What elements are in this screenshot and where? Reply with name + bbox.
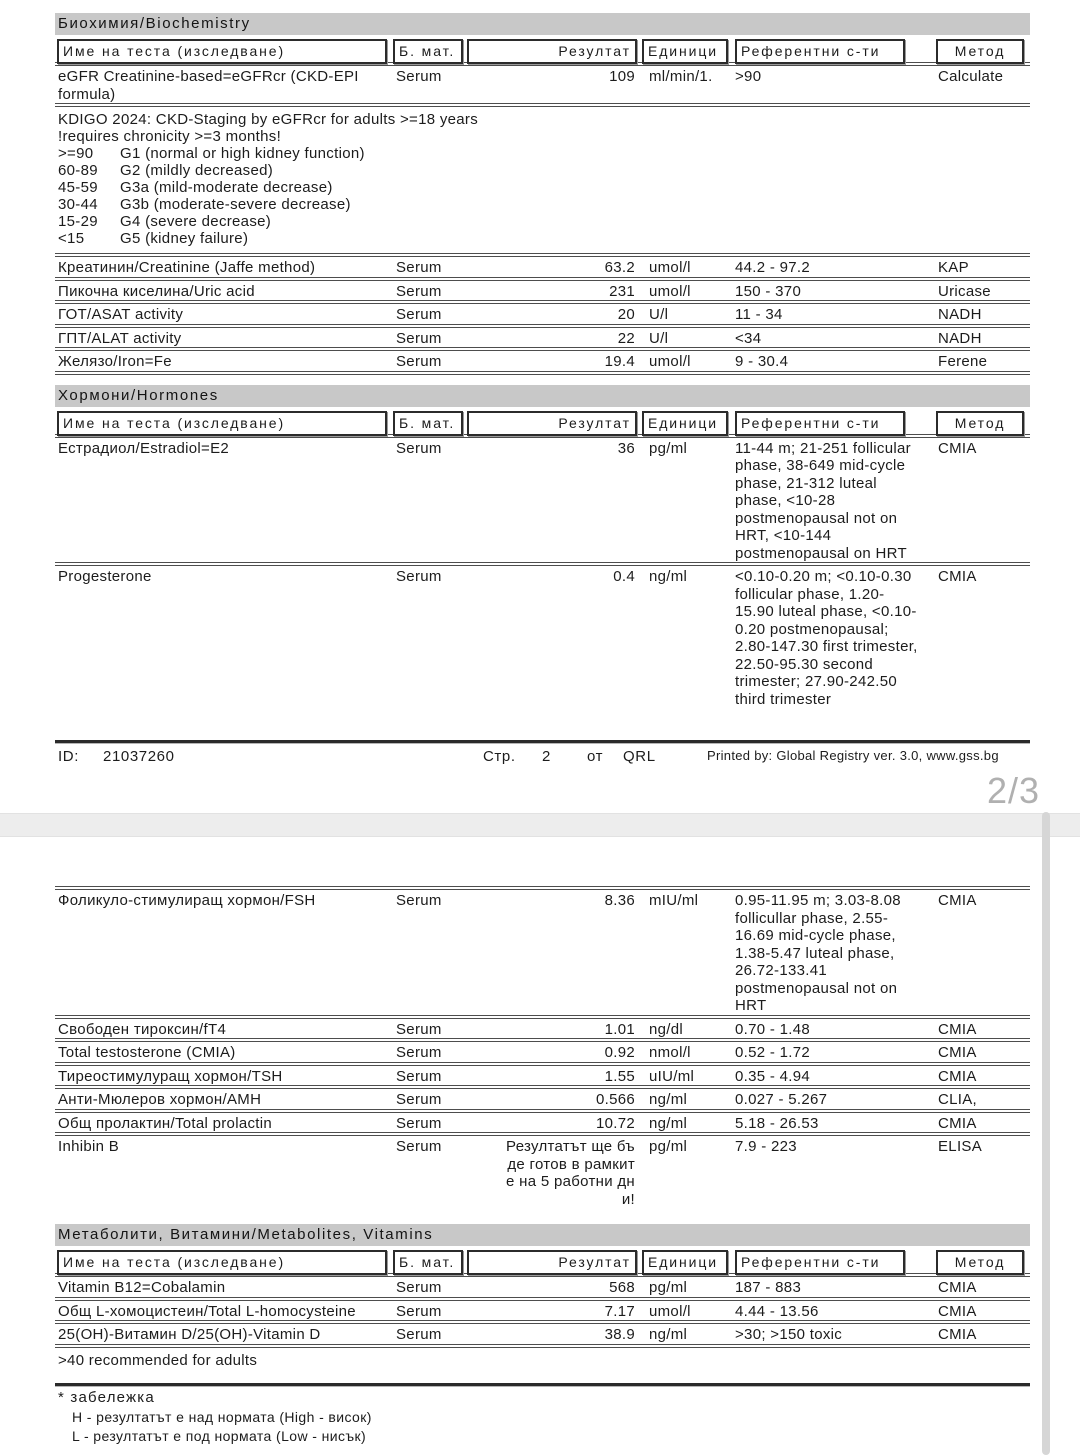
column-header-test-name: Име на теста (изследване) bbox=[57, 411, 387, 436]
reference-range: 0.35 - 4.94 bbox=[735, 1067, 811, 1085]
result: 63.2 bbox=[604, 259, 635, 276]
test-name: Естрадиол/Estradiol=E2 bbox=[58, 439, 230, 457]
column-header-result: Резултат bbox=[467, 39, 637, 64]
row-amh bbox=[55, 1089, 1030, 1113]
units: umol/l bbox=[649, 1302, 691, 1320]
units: pg/ml bbox=[649, 1279, 688, 1296]
section-header-hormones: Хормони/Hormones bbox=[55, 385, 1030, 407]
hormones-table-continued bbox=[55, 886, 1030, 1208]
material: Serum bbox=[396, 892, 442, 909]
material: Serum bbox=[396, 1020, 442, 1038]
units: umol/l bbox=[649, 282, 691, 300]
kdigo-staging-note bbox=[55, 107, 1030, 257]
method: Ferene bbox=[938, 353, 988, 370]
row-ft4 bbox=[55, 1019, 1030, 1043]
test-name: Total testosterone (CMIA) bbox=[58, 1044, 236, 1061]
reference-range: 150 - 370 bbox=[735, 282, 802, 300]
column-header-reference: Референтни с-ти bbox=[735, 411, 905, 436]
row-iron bbox=[55, 351, 1030, 375]
material: Serum bbox=[396, 568, 442, 585]
material: Serum bbox=[396, 259, 442, 276]
test-name: ГПТ/ALAT activity bbox=[58, 329, 182, 347]
result: 8.36 bbox=[604, 892, 635, 909]
kdigo-stage: <15 G5 (kidney failure) bbox=[58, 230, 249, 247]
row-tsh bbox=[55, 1066, 1030, 1090]
material: Serum bbox=[396, 306, 442, 323]
row-alat bbox=[55, 328, 1030, 352]
result: 22 bbox=[617, 329, 635, 347]
units: ng/ml bbox=[649, 568, 688, 585]
result: 0.92 bbox=[604, 1044, 635, 1061]
units: U/l bbox=[649, 306, 669, 323]
reference-range: >90 bbox=[735, 68, 762, 85]
method: Uricase bbox=[938, 282, 991, 300]
units: umol/l bbox=[649, 259, 691, 276]
method: ELISA bbox=[938, 1138, 983, 1155]
footnote-high: H - резултатът е над нормата (High - висок) bbox=[72, 1409, 372, 1425]
material: Serum bbox=[396, 68, 442, 85]
page-separator bbox=[0, 813, 1080, 837]
scrollbar-thumb[interactable] bbox=[1042, 812, 1050, 1455]
result: 1.01 bbox=[604, 1020, 635, 1038]
test-name: Креатинин/Creatinine (Jaffe method) bbox=[58, 259, 316, 276]
units: pg/ml bbox=[649, 439, 688, 457]
footer-divider-line bbox=[55, 740, 1030, 743]
material: Serum bbox=[396, 1138, 442, 1155]
material: Serum bbox=[396, 1091, 442, 1108]
reference-range: 187 - 883 bbox=[735, 1279, 802, 1296]
method: CMIA bbox=[938, 1279, 977, 1296]
column-header-reference: Референтни с-ти bbox=[735, 39, 905, 64]
biochemistry-table bbox=[55, 62, 1030, 375]
method: CMIA bbox=[938, 439, 977, 457]
column-header-row-hormones bbox=[55, 409, 1030, 434]
pending-result-message: Резултатът ще бъде готов в рамките на 5 работни дни! bbox=[506, 1138, 635, 1208]
material: Serum bbox=[396, 282, 442, 300]
column-header-test-name: Име на теста (изследване) bbox=[57, 39, 387, 64]
method: NADH bbox=[938, 306, 982, 323]
column-header-test-name: Име на теста (изследване) bbox=[57, 1250, 387, 1275]
reference-range: 11 - 34 bbox=[735, 306, 783, 323]
report-page-3 bbox=[55, 886, 1030, 1371]
method: CMIA bbox=[938, 1302, 977, 1320]
kdigo-stage: 60-89 G2 (mildly decreased) bbox=[58, 162, 274, 179]
result: 231 bbox=[609, 282, 635, 300]
row-egfr bbox=[55, 66, 1030, 107]
material: Serum bbox=[396, 439, 442, 457]
row-estradiol bbox=[55, 438, 1030, 567]
row-vitamin-b12 bbox=[55, 1277, 1030, 1301]
row-prolactin bbox=[55, 1113, 1030, 1137]
reference-range: 0.52 - 1.72 bbox=[735, 1044, 811, 1061]
section-header-biochemistry: Биохимия/Biochemistry bbox=[55, 13, 1030, 35]
kdigo-stage: 45-59 G3a (mild-moderate decrease) bbox=[58, 179, 333, 196]
material: Serum bbox=[396, 329, 442, 347]
reference-range: 5.18 - 26.53 bbox=[735, 1114, 819, 1132]
test-name: eGFR Creatinine-based=eGFRcr (CKD-EPI formula) bbox=[58, 68, 359, 103]
report-page-2 bbox=[55, 13, 1030, 708]
row-asat bbox=[55, 304, 1030, 328]
test-name: Желязо/Iron=Fe bbox=[58, 353, 172, 370]
material: Serum bbox=[396, 1067, 442, 1085]
method: KAP bbox=[938, 259, 969, 276]
test-name: Свободен тироксин/fT4 bbox=[58, 1020, 227, 1038]
row-testosterone bbox=[55, 1042, 1030, 1066]
section-header-metabolites: Метаболити, Витамини/Metabolites, Vitamins bbox=[55, 1224, 1030, 1246]
test-name: Progesterone bbox=[58, 568, 152, 585]
row-vitamin-d bbox=[55, 1324, 1030, 1348]
units: ng/ml bbox=[649, 1326, 688, 1343]
reference-range: 4.44 - 13.56 bbox=[735, 1302, 819, 1320]
column-header-units: Единици bbox=[642, 39, 728, 64]
viewer-page-indicator: 2/3 bbox=[986, 770, 1040, 811]
printed-by-text: Printed by: Global Registry ver. 3.0, www.gss.bg bbox=[707, 748, 999, 763]
units: ng/dl bbox=[649, 1020, 684, 1038]
of-label: от bbox=[587, 748, 604, 765]
column-header-row-metabolites bbox=[55, 1248, 1030, 1273]
metabolites-table bbox=[55, 1273, 1030, 1371]
column-header-material: Б. мат. bbox=[393, 39, 463, 64]
test-name: ГОТ/ASAT activity bbox=[58, 306, 184, 323]
units: nmol/l bbox=[649, 1044, 691, 1061]
material: Serum bbox=[396, 1044, 442, 1061]
row-inhibin-b bbox=[55, 1136, 1030, 1208]
row-creatinine bbox=[55, 257, 1030, 281]
reference-range: >30; >150 toxic bbox=[735, 1326, 843, 1343]
method: CMIA bbox=[938, 1067, 977, 1085]
reference-range: <34 bbox=[735, 329, 762, 347]
column-header-result: Резултат bbox=[467, 411, 637, 436]
result: 7.17 bbox=[604, 1302, 635, 1320]
kdigo-stage: >=90 G1 (normal or high kidney function) bbox=[58, 145, 365, 162]
result: 10.72 bbox=[595, 1114, 635, 1132]
column-header-result: Резултат bbox=[467, 1250, 637, 1275]
footnotes-divider-line bbox=[55, 1383, 1030, 1386]
result: 109 bbox=[609, 68, 635, 85]
page-2-footer bbox=[55, 740, 1030, 768]
footnotes-block bbox=[55, 1383, 1030, 1444]
method: Calculate bbox=[938, 68, 1004, 85]
kdigo-stage: 15-29 G4 (severe decrease) bbox=[58, 213, 272, 230]
result: 19.4 bbox=[604, 353, 635, 370]
column-header-material: Б. мат. bbox=[393, 1250, 463, 1275]
result: 20 bbox=[617, 306, 635, 323]
result: 36 bbox=[617, 439, 635, 457]
column-header-row-biochemistry bbox=[55, 37, 1030, 62]
reference-range: 0.70 - 1.48 bbox=[735, 1020, 811, 1038]
result bbox=[467, 1136, 639, 1208]
result: 0.4 bbox=[613, 568, 635, 585]
test-name: Inhibin B bbox=[58, 1138, 120, 1155]
column-header-units: Единици bbox=[642, 1250, 728, 1275]
material: Serum bbox=[396, 1302, 442, 1320]
material: Serum bbox=[396, 1326, 442, 1343]
units: pg/ml bbox=[649, 1138, 688, 1155]
of-value: QRL bbox=[623, 748, 656, 765]
reference-range: 11-44 m; 21-251 follicular phase, 38-649 mid-cycle phase, 21-312 luteal phase, <10-28 postmenopausal not on HRT, <10-144 postmenopausal on HRT bbox=[735, 439, 911, 562]
row-fsh bbox=[55, 890, 1030, 1019]
test-name: Пикочна киселина/Uric acid bbox=[58, 282, 255, 300]
result: 38.9 bbox=[604, 1326, 635, 1343]
kdigo-stage: 30-44 G3b (moderate-severe decrease) bbox=[58, 196, 351, 213]
units: uIU/ml bbox=[649, 1067, 695, 1085]
units: ng/ml bbox=[649, 1114, 688, 1132]
page-label: Стр. bbox=[483, 748, 516, 765]
test-name: Vitamin B12=Cobalamin bbox=[58, 1279, 226, 1296]
method: CMIA bbox=[938, 1044, 977, 1061]
reference-range: 0.95-11.95 m; 3.03-8.08 follicullar phase, 2.55-16.69 mid-cycle phase, 1.38-5.47 luteal phase, 26.72-133.41 postmenopausal not on HRT bbox=[735, 892, 901, 1014]
reference-range: 7.9 - 223 bbox=[735, 1138, 797, 1155]
method: CMIA bbox=[938, 568, 977, 585]
method: CMIA bbox=[938, 892, 977, 909]
column-header-method: Метод bbox=[936, 411, 1024, 436]
method: NADH bbox=[938, 329, 982, 347]
result: 568 bbox=[609, 1279, 635, 1296]
reference-range: <0.10-0.20 m; <0.10-0.30 follicular phase, 1.20-15.90 luteal phase, <0.10-0.20 postmenopausal; 2.80-147.30 first trimester, 22.50-95.30 second trimester; 27.90-242.50 third trimester bbox=[735, 568, 918, 708]
vitamin-d-note: >40 recommended for adults bbox=[58, 1351, 258, 1369]
report-id-value: 21037260 bbox=[103, 748, 175, 765]
material: Serum bbox=[396, 1114, 442, 1132]
kdigo-line: !requires chronicity >=3 months! bbox=[58, 128, 282, 145]
method: CMIA bbox=[938, 1114, 977, 1132]
test-name: Анти-Мюлеров хормон/AMH bbox=[58, 1091, 262, 1108]
method: CMIA bbox=[938, 1326, 977, 1343]
column-header-units: Единици bbox=[642, 411, 728, 436]
row-homocysteine bbox=[55, 1301, 1030, 1325]
column-header-method: Метод bbox=[936, 1250, 1024, 1275]
report-id-label: ID: bbox=[58, 748, 79, 765]
test-name: Общ L-хомоцистеин/Total L-homocysteine bbox=[58, 1302, 356, 1320]
row-progesterone bbox=[55, 566, 1030, 708]
test-name: Общ пролактин/Total prolactin bbox=[58, 1114, 273, 1132]
method: CMIA bbox=[938, 1020, 977, 1038]
units: ng/ml bbox=[649, 1091, 688, 1108]
footnote-title: * забележка bbox=[58, 1389, 155, 1406]
material: Serum bbox=[396, 353, 442, 370]
reference-range: 0.027 - 5.267 bbox=[735, 1091, 828, 1108]
material: Serum bbox=[396, 1279, 442, 1296]
kdigo-line: KDIGO 2024: CKD-Staging by eGFRcr for adults >=18 years bbox=[58, 111, 479, 128]
method: CLIA, bbox=[938, 1091, 978, 1108]
units: umol/l bbox=[649, 353, 691, 370]
test-name: 25(OH)-Витамин D/25(OH)-Vitamin D bbox=[58, 1326, 321, 1343]
row-uric-acid bbox=[55, 281, 1030, 305]
reference-range: 9 - 30.4 bbox=[735, 353, 789, 370]
result: 1.55 bbox=[604, 1067, 635, 1085]
reference-range: 44.2 - 97.2 bbox=[735, 259, 811, 276]
test-name: Тиреостимулуращ хормон/TSH bbox=[58, 1067, 283, 1085]
units: U/l bbox=[649, 329, 669, 347]
page-number: 2 bbox=[542, 748, 551, 765]
footnote-low: L - резултатът е под нормата (Low - нисък) bbox=[72, 1428, 367, 1444]
test-name: Фоликуло-стимулиращ хормон/FSH bbox=[58, 892, 316, 909]
column-header-reference: Референтни с-ти bbox=[735, 1250, 905, 1275]
column-header-method: Метод bbox=[936, 39, 1024, 64]
hormones-table bbox=[55, 434, 1030, 709]
units: ml/min/1. bbox=[649, 68, 713, 85]
column-header-material: Б. мат. bbox=[393, 411, 463, 436]
result: 0.566 bbox=[595, 1091, 635, 1108]
units: mIU/ml bbox=[649, 892, 699, 909]
